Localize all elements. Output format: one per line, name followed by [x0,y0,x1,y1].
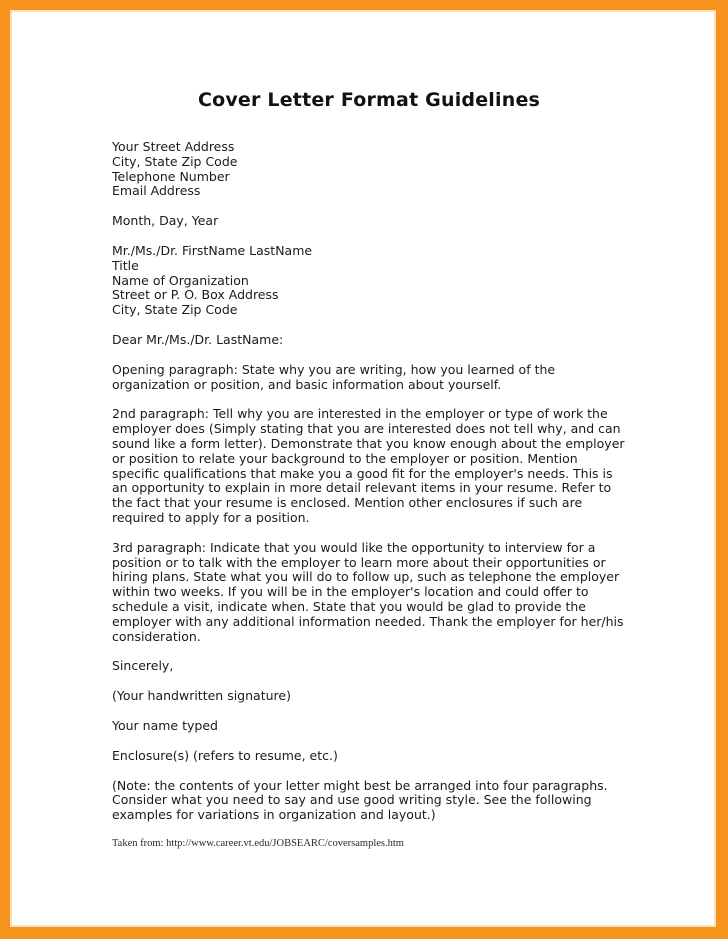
sender-city-line: City, State Zip Code [112,153,238,169]
recipient-city-line: City, State Zip Code [112,302,238,318]
date-line: Month, Day, Year [112,213,219,229]
salutation-line: Dear Mr./Ms./Dr. LastName: [112,331,284,347]
note-paragraph: (Note: the contents of your letter might best be arranged into four paragraphs. Consider what you need to say and use good writing style. See the following examples for variations in organization and layout.) [112,777,608,823]
letter-page [10,10,716,927]
enclosure-line: Enclosure(s) (refers to resume, etc.) [112,747,338,763]
sender-address-block [112,140,626,199]
recipient-name-line: Mr./Ms./Dr. FirstName LastName [112,242,313,258]
sender-email-line: Email Address [112,183,201,199]
page-title: Cover Letter Format Guidelines [197,89,541,111]
recipient-address-block [112,244,626,318]
closing-line: Sincerely, [112,658,174,674]
signature-placeholder-line: (Your handwritten signature) [112,688,291,704]
recipient-title-line: Title [112,257,139,273]
letter-content [12,88,714,850]
third-paragraph: 3rd paragraph: Indicate that you would like the opportunity to interview for a position or to talk with the employer to learn more about their opportunities or hiring plans. State what you will do to follow up, such as telephone the employer within two weeks. If you will be in the employer's location and could offer to schedule a visit, indicate when. State that you would be glad to provide the employer with any additional information needed. Thank the employer for her/his consideration. [112,539,624,644]
opening-paragraph: Opening paragraph: State why you are writing, how you learned of the organization or position, and basic information about yourself. [112,361,556,392]
sender-phone-line: Telephone Number [112,168,230,184]
recipient-street-line: Street or P. O. Box Address [112,287,279,303]
sender-street-line: Your Street Address [112,139,235,154]
second-paragraph: 2nd paragraph: Tell why you are interested in the employer or type of work the employer does (Simply stating that you are interested does not tell why, and can sound like a form letter). Demonstrate that you know enough about the employer or position to relate your background to the employer or position. Mention specific qualifications that make you a good fit for the employer's needs. This is an opportunity to explain in more detail relevant items in your resume. Refer to the fact that your resume is enclosed. Mention other enclosures if such are required to apply for a position. [112,406,625,525]
source-attribution-line: Taken from: http://www.career.vt.edu/JOBSEARC/coversamples.htm [112,837,404,849]
typed-name-line: Your name typed [112,717,218,733]
recipient-organization-line: Name of Organization [112,272,249,288]
